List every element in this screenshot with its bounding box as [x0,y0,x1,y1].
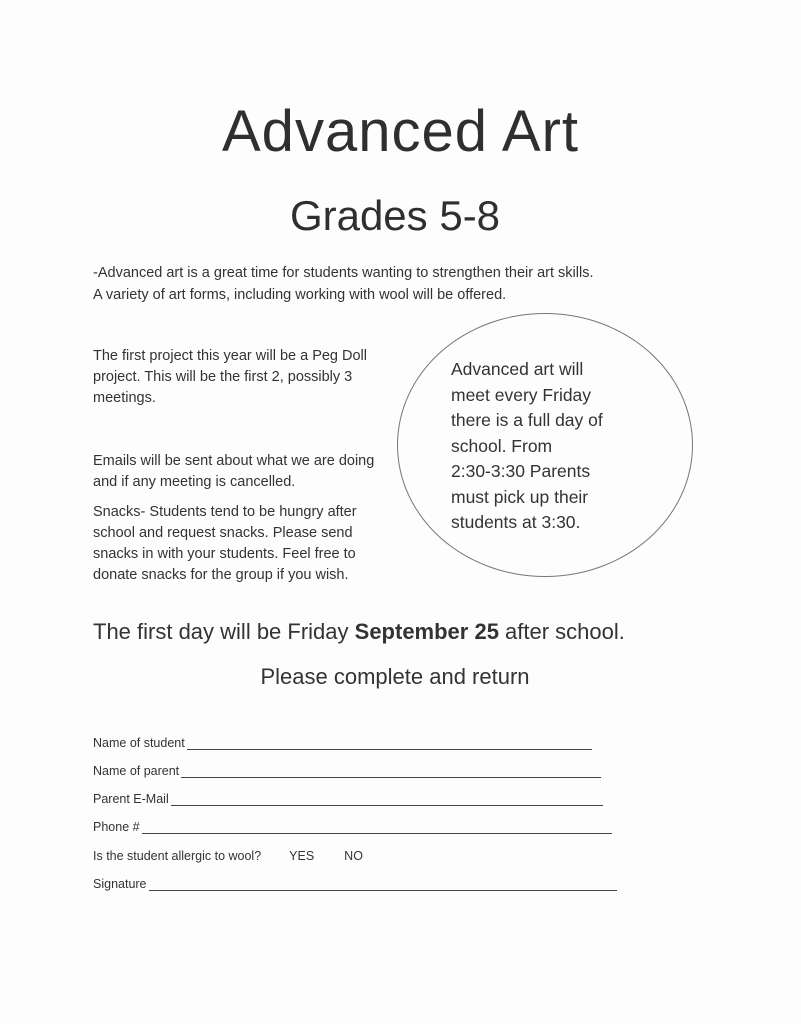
emails-paragraph: Emails will be sent about what we are doing and if any meeting is cancelled. [93,453,375,490]
grade-subtitle: Grades 5-8 [289,192,501,239]
peg-doll-paragraph: The first project this year will be a Peg Doll project. This will be the first 2, possibly 3 meetings. [93,348,367,406]
parent-name-label: Name of parent [93,764,180,778]
schedule-line: must pick up their [451,486,589,507]
allergy-no-option[interactable]: NO [344,849,363,863]
parent-email-field[interactable] [171,791,603,806]
page-title: Advanced Art [222,99,579,164]
intro-text [93,262,693,306]
signature-label: Signature [93,877,147,891]
parent-name-row [93,760,601,778]
schedule-line: Advanced art will [451,359,584,379]
schedule-line: students at 3:30. [451,512,581,532]
allergy-question: Is the student allergic to wool? [93,849,262,863]
intro-line-2: A variety of art forms, including working with wool will be offered. [93,287,507,303]
schedule-note [451,357,651,536]
student-name-row [93,732,592,750]
signature-field[interactable] [149,876,617,891]
allergy-yes-option[interactable]: YES [289,849,315,863]
student-name-label: Name of student [93,736,185,750]
first-day-date: September 25 [354,619,499,644]
first-day-notice [93,619,625,645]
intro-line-1: -Advanced art is a great time for students wanting to strengthen their art skills. [93,265,594,281]
parent-email-row [93,788,603,806]
first-day-suffix: after school. [498,619,625,644]
return-instruction: Please complete and return [260,664,530,689]
signature-row [93,873,617,891]
schedule-line: meet every Friday [451,384,592,405]
phone-label: Phone # [93,820,140,834]
phone-row [93,816,612,834]
phone-field[interactable] [142,819,612,834]
snacks-paragraph: Snacks- Students tend to be hungry after school and request snacks. Please send snacks in with your students. Feel free to donate snacks for the group if you wish. [93,504,357,583]
first-day-prefix: The first day will be Friday [93,619,355,644]
parent-email-label: Parent E-Mail [93,792,169,806]
student-name-field[interactable] [187,735,592,750]
schedule-line: school. From [451,435,553,456]
allergy-row [93,845,363,863]
schedule-line: 2:30-3:30 Parents [451,461,591,481]
schedule-line: there is a full day of [451,410,603,430]
parent-name-field[interactable] [181,763,601,778]
